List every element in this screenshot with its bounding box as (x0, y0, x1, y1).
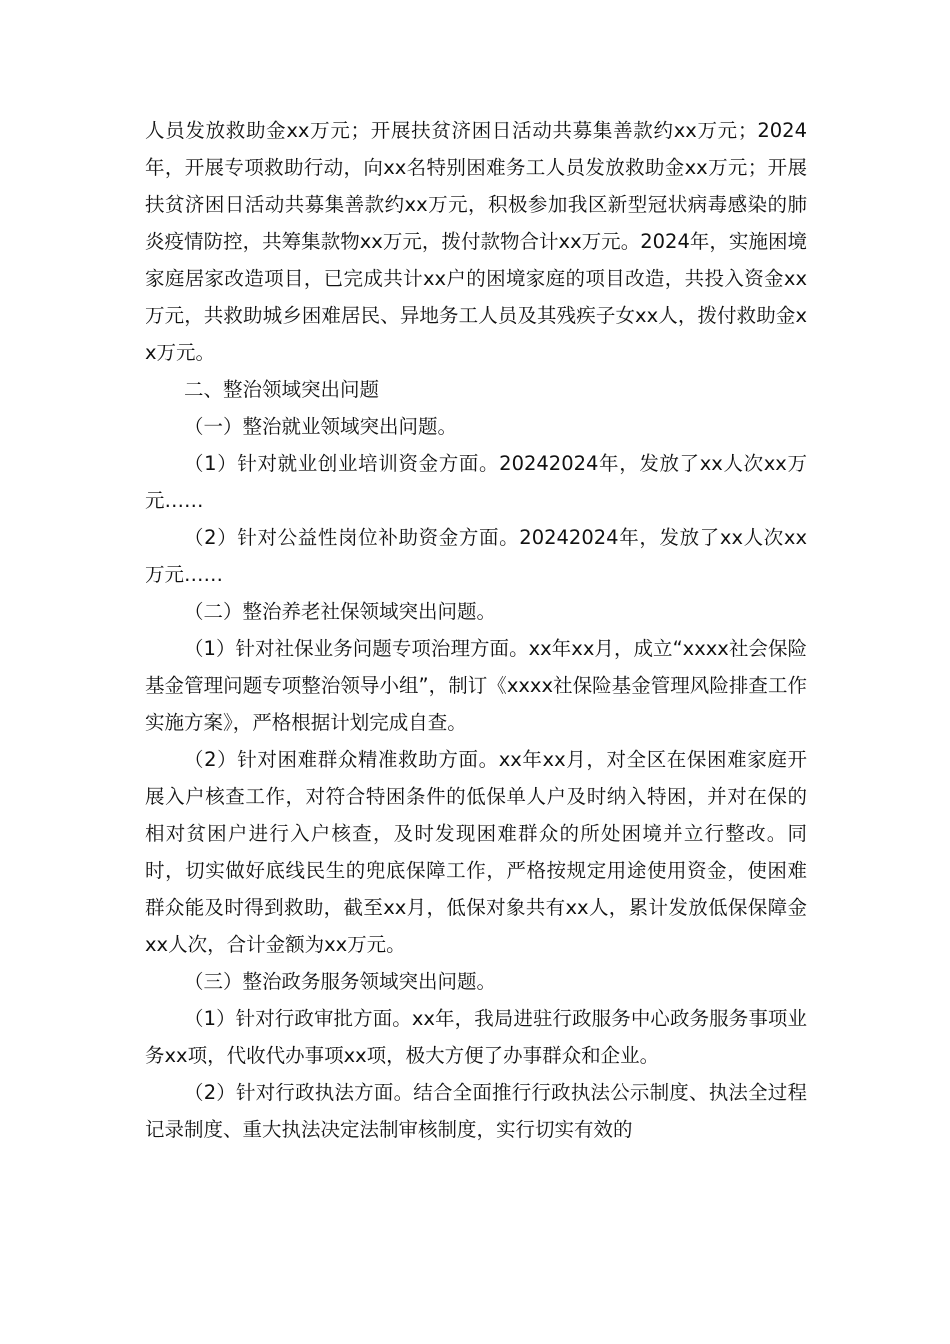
section-heading-rectify-fields: 二、整治领域突出问题 (184, 378, 380, 401)
subsection-heading-employment: （一）整治就业领域突出问题。 (184, 415, 458, 438)
paragraph-administrative-enforcement: （2）针对行政执法方面。结合全面推行行政执法公示制度、执法全过程记录制度、重大执法决定法制审核制度，实行切实有效的 (145, 1081, 807, 1141)
paragraph-administrative-approval: （1）针对行政审批方面。xx年，我局进驻行政服务中心政务服务事项业务xx项，代收代办事项xx项，极大方便了办事群众和企业。 (145, 1007, 807, 1067)
paragraph-relief-summary: 人员发放救助金xx万元；开展扶贫济困日活动共募集善款约xx万元；2024年，开展专项救助行动，向xx名特别困难务工人员发放救助金xx万元；开展扶贫济困日活动共募集善款约xx万元，积极参加我区新型冠状病毒感染的肺炎疫情防控，共筹集款物xx万元，拨付款物合计xx万元。2024年，实施困境家庭居家改造项目，已完成共计xx户的困境家庭的项目改造，共投入资金xx万元，共救助城乡困难居民、异地务工人员及其残疾子女xx人，拨付救助金xx万元。 (145, 119, 807, 364)
document-body (145, 112, 807, 1148)
subsection-heading-government-services: （三）整治政务服务领域突出问题。 (184, 970, 497, 993)
paragraph-public-welfare-post-subsidy: （2）针对公益性岗位补助资金方面。20242024年，发放了xx人次xx万元…… (145, 526, 807, 586)
paragraph-precise-assistance: （2）针对困难群众精准救助方面。xx年xx月，对全区在保困难家庭开展入户核查工作，对符合特困条件的低保单人户及时纳入特困，并对在保的相对贫困户进行入户核查，及时发现困难群众的所处困境并立行整改。同时，切实做好底线民生的兜底保障工作，严格按规定用途使用资金，使困难群众能及时得到救助，截至xx月，低保对象共有xx人，累计发放低保保障金xx人次，合计金额为xx万元。 (145, 748, 807, 956)
paragraph-employment-training-funds: （1）针对就业创业培训资金方面。20242024年，发放了xx人次xx万元…… (145, 452, 807, 512)
paragraph-social-security-governance: （1）针对社保业务问题专项治理方面。xx年xx月，成立“xxxx社会保险基金管理问题专项整治领导小组”，制订《xxxx社保险基金管理风险排查工作实施方案》，严格根据计划完成自查。 (145, 637, 807, 734)
subsection-heading-pension-social-security: （二）整治养老社保领域突出问题。 (184, 600, 497, 623)
